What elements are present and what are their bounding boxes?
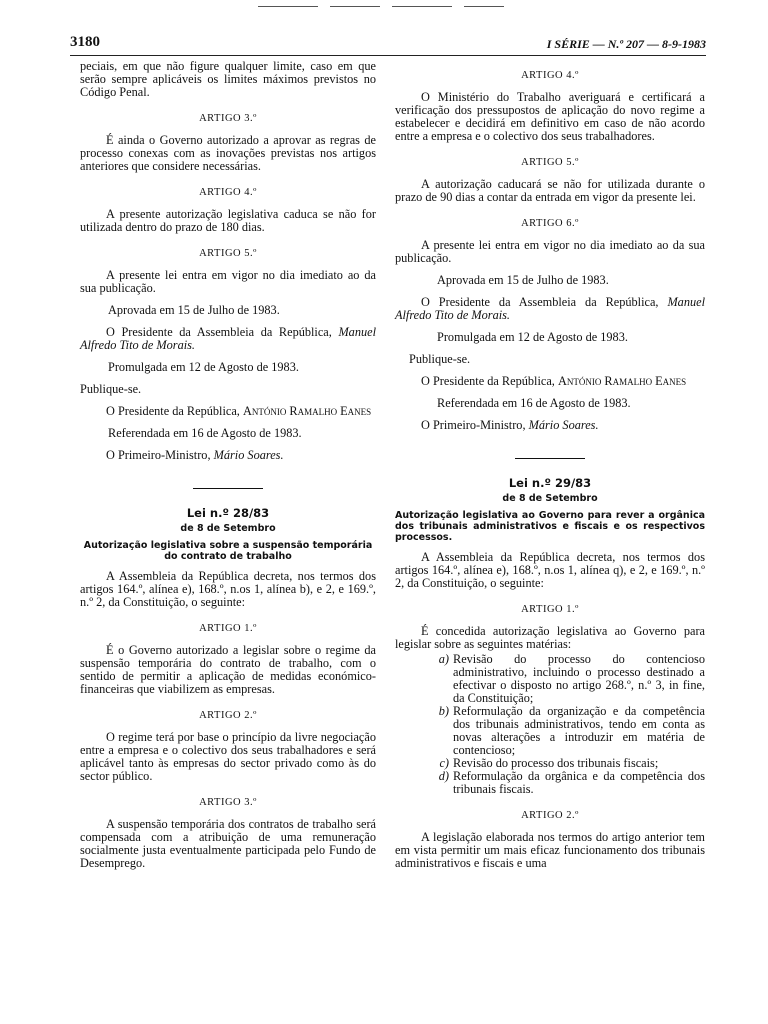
law-summary: Autorização legislativa sobre a suspensão temporária do contrato de trabalho [83, 540, 373, 562]
assembly-president-title: O Presidente da Assembleia da República, [106, 325, 332, 339]
section-separator [515, 458, 585, 459]
prime-minister-title: O Primeiro-Ministro, [421, 418, 526, 432]
article-text: A autorização caducará se não for utilizada durante o prazo de 90 dias a contar da entrada em vigor da presente lei. [395, 177, 705, 204]
list-item-text: Revisão do processo do contencioso administrativo, incluindo o processo destinado a efectivar o disposto no artigo 268.º, n.º 3, in fine, da Constituição; [453, 652, 705, 705]
republic-president [80, 405, 376, 418]
article-text: O regime terá por base o princípio da livre negociação entre a empresa e o colectivo dos seus trabalhadores e será aplicável tanto às empresas do sector privado como às do sector público. [80, 730, 376, 783]
prime-minister [395, 419, 705, 432]
promulgation-date: Promulgada em 12 de Agosto de 1983. [108, 360, 299, 374]
section-separator [193, 488, 263, 489]
approval-date: Aprovada em 15 de Julho de 1983. [437, 273, 609, 287]
prime-minister-title: O Primeiro-Ministro, [106, 448, 211, 462]
article-heading: ARTIGO 1.º [199, 623, 257, 634]
promulgation-date: Promulgada em 12 de Agosto de 1983. [437, 330, 628, 344]
list-item-label: d) [438, 769, 449, 783]
list-item-text: Reformulação da organização e da competência dos tribunais administrativos, tendo em conta as novas alterações a introduzir em matéria de contencioso; [453, 704, 705, 757]
republic-president-name: António Ramalho Eanes [557, 374, 687, 388]
publish-order: Publique-se. [409, 352, 471, 366]
article-heading: ARTIGO 4.º [199, 187, 257, 198]
article-heading: ARTIGO 4.º [521, 70, 579, 81]
top-rule-2 [330, 6, 380, 7]
continued-paragraph: peciais, em que não figure qualquer limite, caso em que serão sempre aplicáveis os limites máximos previstos no Código Penal. [80, 59, 376, 99]
left-column [80, 60, 376, 870]
article-heading: ARTIGO 2.º [521, 810, 579, 821]
article-heading: ARTIGO 5.º [521, 157, 579, 168]
list-item-label: a) [438, 652, 449, 666]
assembly-president-name: Manuel Alfredo Tito de Morais. [80, 325, 377, 352]
prime-minister-name: Mário Soares. [528, 418, 599, 432]
list-item-label: c) [439, 756, 449, 770]
right-column [395, 60, 705, 870]
list-item-text: Revisão do processo dos tribunais fiscais; [453, 756, 659, 770]
publish-text: Publique-se. [80, 382, 142, 396]
assembly-president [80, 326, 376, 352]
article-heading: ARTIGO 3.º [199, 113, 257, 124]
republic-president-title: O Presidente da República, [106, 404, 240, 418]
article-text: É concedida autorização legislativa ao Governo para legislar sobre as seguintes matérias: [395, 624, 705, 651]
article-text: A presente lei entra em vigor no dia imediato ao da sua publicação. [80, 268, 376, 295]
article-text: A presente autorização legislativa caduca se não for utilizada dentro do prazo de 180 dias. [80, 207, 376, 234]
article-item-list [395, 653, 705, 796]
republic-president [395, 375, 705, 388]
law-summary: Autorização legislativa ao Governo para rever a orgânica dos tribunais administrativos e fiscais e os respectivos processos. [395, 510, 705, 543]
list-item-label: b) [438, 704, 449, 718]
law-title: Lei n.º 28/83 [186, 506, 270, 520]
assembly-president-name: Manuel Alfredo Tito de Morais. [395, 295, 706, 322]
article-text: O Ministério do Trabalho averiguará e certificará a verificação dos pressupostos de aplicação do novo regime a estabelecer e decidirá em definitivo em caso de não acordo entre a empresa e o colectivo dos seus trabalhadores. [395, 90, 705, 143]
law-intro: A Assembleia da República decreta, nos termos dos artigos 164.º, alínea e), 168.º, n.os 1, alínea q), e 2, e 169.º, n.º 2, da Constituição, o seguinte: [395, 550, 705, 590]
list-item [395, 705, 705, 757]
law-date: de 8 de Setembro [180, 523, 276, 534]
article-heading: ARTIGO 6.º [521, 218, 579, 229]
approval-date: Aprovada em 15 de Julho de 1983. [108, 303, 280, 317]
prime-minister-name: Mário Soares. [213, 448, 284, 462]
assembly-president [395, 296, 705, 322]
list-item [395, 770, 705, 796]
article-text: A suspensão temporária dos contratos de trabalho será compensada com a atribuição de uma remuneração socialmente justa eventualmente participada pelo Fundo de Desemprego. [80, 817, 376, 870]
publish-order [80, 383, 376, 396]
assembly-president-title: O Presidente da Assembleia da República, [421, 295, 659, 309]
law-title: Lei n.º 29/83 [508, 476, 592, 490]
law-intro: A Assembleia da República decreta, nos termos dos artigos 164.º, alínea e), 168.º, n.os 1, alínea b), e 2, e 169.º, n.º 2, da Constituição, o seguinte: [80, 569, 376, 609]
article-heading: ARTIGO 2.º [199, 710, 257, 721]
referendum-date: Referendada em 16 de Agosto de 1983. [108, 426, 302, 440]
article-text: A presente lei entra em vigor no dia imediato ao da sua publicação. [395, 238, 705, 265]
article-heading: ARTIGO 5.º [199, 248, 257, 259]
article-heading: ARTIGO 3.º [199, 797, 257, 808]
article-text: É ainda o Governo autorizado a aprovar as regras de processo conexas com as inovações previstas nos artigos anteriores que considere necessárias. [80, 133, 376, 173]
referendum-date: Referendada em 16 de Agosto de 1983. [437, 396, 631, 410]
republic-president-name: António Ramalho Eanes [242, 404, 372, 418]
top-rule-3 [392, 6, 452, 7]
republic-president-title: O Presidente da República, [421, 374, 555, 388]
article-heading: ARTIGO 1.º [521, 604, 579, 615]
article-text: A legislação elaborada nos termos do artigo anterior tem em vista permitir um mais eficaz funcionamento dos tribunais administrativos e fiscais e uma [395, 830, 705, 870]
header-rule [70, 55, 706, 56]
page-number: 3180 [70, 34, 100, 50]
series-header: I SÉRIE — N.º 207 — 8-9-1983 [546, 37, 706, 51]
list-item-text: Reformulação da orgânica e da competência dos tribunais fiscais. [453, 769, 705, 796]
prime-minister [80, 449, 376, 462]
article-text: É o Governo autorizado a legislar sobre o regime da suspensão temporária do contrato de trabalho, com o sentido de permitir a aplicação de medidas económico-financeiras que viabilizem as empresas. [80, 643, 376, 696]
top-rule-1 [258, 6, 318, 7]
list-item [395, 653, 705, 705]
law-date: de 8 de Setembro [502, 493, 598, 504]
top-rule-4 [464, 6, 504, 7]
